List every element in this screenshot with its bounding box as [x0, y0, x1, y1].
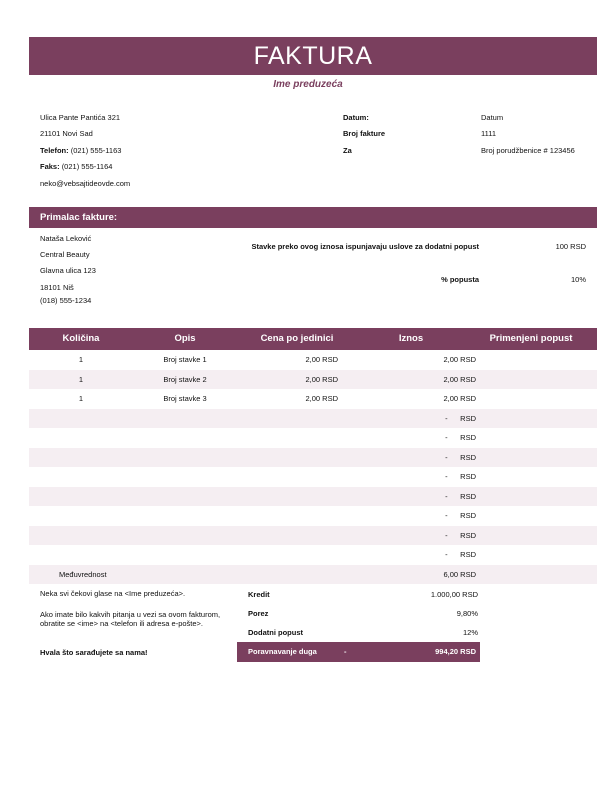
recipient-street: Glavna ulica 123 [40, 266, 96, 275]
row-amount: - RSD [445, 433, 476, 442]
discount-percent-value: 10% [570, 275, 586, 284]
row-amount: 2,00 RSD [443, 374, 476, 384]
sender-city: 21101 Novi Sad [40, 129, 93, 138]
row-amount: - RSD [445, 452, 476, 462]
row-qty: 1 [78, 355, 84, 364]
recipient-phone: (018) 555-1234 [40, 296, 92, 305]
header-quantity: Količina [62, 333, 100, 344]
row-desc: Broj stavke 1 [163, 355, 207, 364]
items-table-header [29, 328, 597, 350]
row-desc: Broj stavke 2 [163, 374, 207, 384]
table-row [29, 409, 597, 429]
invoice-title: FAKTURA [253, 41, 373, 70]
balance-band [237, 642, 480, 662]
extra-discount-label: Dodatni popust [248, 628, 303, 637]
sender-email[interactable]: neko@vebsajtideovde.com [40, 179, 131, 188]
table-row [29, 370, 597, 390]
discount-threshold-label: Stavke preko ovog iznosa ispunjavaju uslove za dodatni popust [251, 242, 479, 251]
checks-note: Neka svi čekovi glase na <Ime preduzeća>. [40, 589, 186, 598]
table-row [29, 467, 597, 487]
subtotal-label: Međuvrednost [59, 569, 107, 579]
recipient-company: Central Beauty [40, 250, 90, 259]
fax-value: (021) 555-1164 [61, 162, 113, 171]
discount-threshold-value: 100 RSD [555, 242, 586, 251]
questions-line-2: obratite se <ime> na <telefon ili adresa e-pošte>. [40, 619, 204, 628]
recipient-band-label: Primalac fakture: [40, 212, 118, 223]
row-amount: - RSD [445, 550, 476, 559]
balance-dash: - [344, 647, 347, 656]
title-band [29, 37, 597, 75]
phone-value: (021) 555-1163 [70, 146, 122, 155]
subtotal-row [29, 565, 597, 585]
company-name: Ime preduzeća [273, 79, 343, 90]
questions-line-1: Ako imate bilo kakvih pitanja u vezi sa ovom fakturom, [40, 610, 221, 619]
for-value: Broj porudžbenice # 123456 [481, 146, 575, 155]
row-qty: 1 [78, 374, 84, 384]
row-desc: Broj stavke 3 [163, 394, 207, 403]
row-amount: 2,00 RSD [443, 355, 476, 364]
date-value: Datum [481, 113, 504, 122]
balance-value: 994,20 RSD [435, 647, 476, 656]
table-row [29, 487, 597, 507]
row-qty: 1 [78, 394, 84, 403]
table-row [29, 448, 597, 468]
subtotal-value: 6,00 RSD [443, 569, 476, 579]
row-amount: - RSD [445, 472, 476, 481]
header-amount: Iznos [398, 333, 424, 344]
header-applied-discount: Primenjeni popust [489, 333, 573, 344]
table-row [29, 389, 597, 409]
recipient-city: 18101 Niš [40, 283, 74, 292]
tax-label: Porez [248, 609, 269, 618]
sender-phone [40, 146, 121, 155]
date-label: Datum: [343, 113, 369, 122]
recipient-name: Nataša Leković [40, 234, 92, 243]
for-label: Za [343, 146, 352, 155]
balance-label: Poravnavanje duga [248, 647, 317, 656]
row-amount: - RSD [445, 530, 476, 540]
header-description: Opis [174, 333, 196, 344]
credit-label: Kredit [248, 590, 270, 599]
credit-value: 1.000,00 RSD [430, 590, 478, 599]
extra-discount-value: 12% [462, 628, 478, 637]
header-unit-price: Cena po jedinici [260, 333, 334, 344]
thanks-note: Hvala što sarađujete sa nama! [40, 648, 148, 657]
row-amount: 2,00 RSD [443, 394, 476, 403]
row-amount: - RSD [445, 511, 476, 520]
invoice-number-label: Broj fakture [343, 129, 386, 138]
row-amount: - RSD [445, 491, 476, 501]
sender-fax [40, 162, 112, 171]
row-price: 2,00 RSD [305, 374, 338, 384]
invoice-number-value: 1111 [481, 129, 497, 138]
tax-value: 9,80% [456, 609, 478, 618]
table-row [29, 428, 597, 448]
row-price: 2,00 RSD [305, 394, 338, 403]
phone-label: Telefon: [40, 146, 69, 155]
row-amount: - RSD [445, 413, 476, 423]
table-row [29, 506, 597, 526]
table-row [29, 526, 597, 546]
recipient-band [29, 207, 597, 228]
table-row [29, 545, 597, 565]
row-price: 2,00 RSD [305, 355, 338, 364]
table-row [29, 350, 597, 370]
sender-street: Ulica Pante Pantića 321 [40, 113, 121, 122]
fax-label: Faks: [40, 162, 60, 171]
discount-percent-label: % popusta [441, 275, 479, 284]
